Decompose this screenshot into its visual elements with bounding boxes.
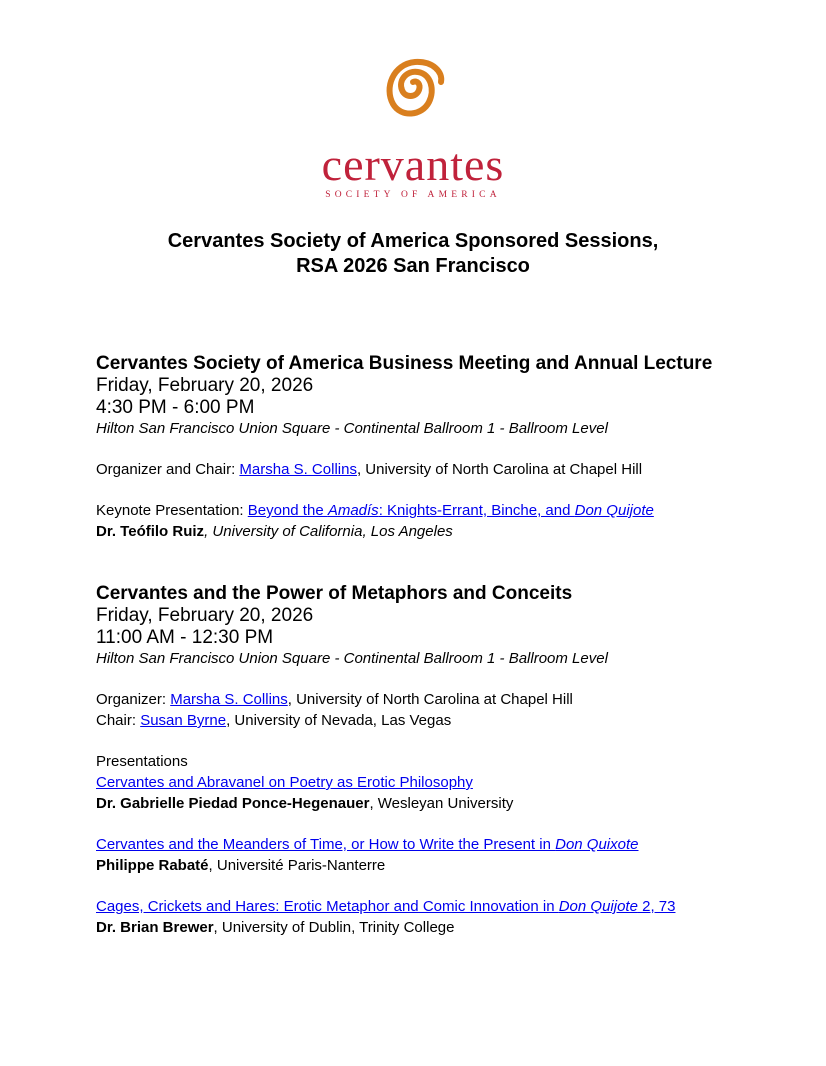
speaker-line (96, 521, 776, 542)
organizer-affiliation: , University of North Carolina at Chapel Hill (356, 461, 643, 478)
session-title: Cervantes and the Power of Metaphors and Conceits (96, 583, 573, 604)
chair-line (96, 710, 776, 731)
organizer-affiliation: , University of North Carolina at Chapel Hill (287, 691, 573, 708)
keynote-line (96, 500, 776, 521)
sessions (96, 352, 776, 938)
presentations-heading: Presentations (96, 753, 188, 770)
session-date: Friday, February 20, 2026 (96, 605, 314, 626)
presentation-link-text: Cages, Crickets and Hares: Erotic Metaphor and Comic Innovation in (96, 898, 559, 915)
page-title-line1: Cervantes Society of America Sponsored Sessions, (167, 230, 659, 252)
keynote-link-italic-2: Don Quijote (574, 502, 654, 519)
session-venue: Hilton San Francisco Union Square - Continental Ballroom 1 - Ballroom Level (96, 650, 608, 667)
presentation-item (96, 772, 776, 814)
presenter-affiliation: , Université Paris-Nanterre (208, 857, 386, 874)
presentation-link[interactable]: Cervantes and Abravanel on Poetry as Erotic Philosophy (96, 774, 473, 791)
session-venue: Hilton San Francisco Union Square - Continental Ballroom 1 - Ballroom Level (96, 420, 608, 437)
presenter-affiliation: , University of Dublin, Trinity College (213, 919, 455, 936)
organizer-label: Organizer: (96, 691, 171, 708)
session-date: Friday, February 20, 2026 (96, 375, 314, 396)
presenter-name: Philippe Rabaté (96, 857, 209, 874)
keynote-link[interactable] (248, 502, 654, 519)
presentation-item (96, 896, 776, 938)
session-time: 11:00 AM - 12:30 PM (96, 627, 274, 648)
presenter-name: Dr. Gabrielle Piedad Ponce-Hegenauer (96, 795, 370, 812)
chair-label: Chair: (96, 712, 141, 729)
keynote-link-text-1: Beyond the (247, 502, 328, 519)
keynote-link-text-2: : Knights-Errant, Binche, and (378, 502, 575, 519)
presentation-link[interactable] (96, 898, 675, 915)
session-metaphors (96, 582, 776, 938)
presentation-link[interactable] (96, 836, 639, 853)
session-title: Cervantes Society of America Business Meeting and Annual Lecture (96, 353, 713, 374)
organizer-link[interactable]: Marsha S. Collins (170, 691, 288, 708)
presentation-link-italic: Don Quixote (555, 836, 639, 853)
session-time: 4:30 PM - 6:00 PM (96, 397, 255, 418)
page-title-line2: RSA 2026 San Francisco (296, 255, 530, 277)
presenter-name: Dr. Brian Brewer (96, 919, 214, 936)
logo-tagline: SOCIETY OF AMERICA (325, 190, 501, 200)
chair-affiliation: , University of Nevada, Las Vegas (226, 712, 452, 729)
presentation-link-text: Cervantes and the Meanders of Time, or How to Write the Present in (96, 836, 556, 853)
keynote-link-italic-1: Amadís (327, 502, 379, 519)
presentation-item (96, 834, 776, 876)
organizer-label: Organizer and Chair: (96, 461, 240, 478)
presentation-link-italic: Don Quijote (558, 898, 638, 915)
logo-wordmark: cervantes (321, 139, 505, 190)
spiral-icon (377, 52, 449, 140)
organizer-line (96, 459, 776, 480)
organizer-link[interactable]: Marsha S. Collins (239, 461, 357, 478)
speaker-name: Dr. Teófilo Ruiz (96, 523, 205, 540)
speaker-affiliation: , University of California, Los Angeles (204, 523, 453, 540)
page-title (0, 229, 826, 279)
society-logo (0, 52, 826, 200)
presenter-affiliation: , Wesleyan University (369, 795, 514, 812)
session-business-meeting (96, 352, 776, 542)
keynote-label: Keynote Presentation: (96, 502, 248, 519)
organizer-line (96, 689, 776, 710)
chair-link[interactable]: Susan Byrne (140, 712, 227, 729)
presentation-link-end: 2, 73 (637, 898, 676, 915)
